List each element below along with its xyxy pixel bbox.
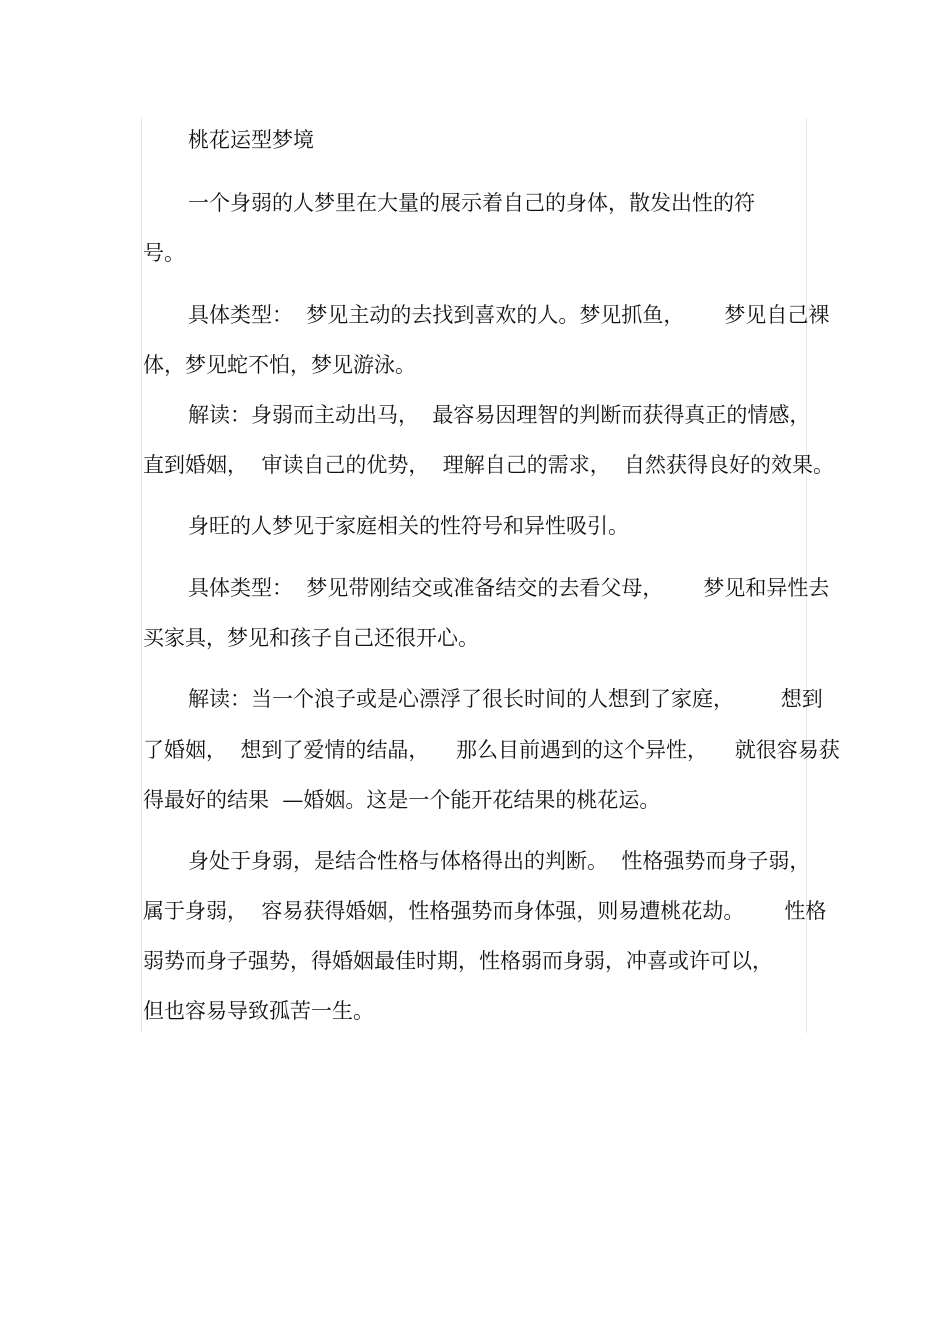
text-line-7: 身旺的人梦见于家庭相关的性符号和异性吸引。 bbox=[188, 514, 629, 538]
text-line-11: 了婚姻， 想到了爱情的结晶， 那么目前遇到的这个异性， 就很容易获 bbox=[143, 738, 840, 762]
text-line-9: 买家具，梦见和孩子自己还很开心。 bbox=[143, 626, 479, 650]
text-line-13: 身处于身弱，是结合性格与体格得出的判断。 性格强势而身子弱， bbox=[188, 849, 811, 873]
text-line-8: 具体类型： 梦见带刚结交或准备结交的去看父母， 梦见和异性去 bbox=[188, 576, 830, 600]
text-line-5: 解读：身弱而主动出马， 最容易因理智的判断而获得真正的情感， bbox=[188, 403, 811, 427]
document-title: 桃花运型梦境 bbox=[188, 128, 314, 152]
text-line-4: 体，梦见蛇不怕，梦见游泳。 bbox=[143, 353, 416, 377]
text-line-16: 但也容易导致孤苦一生。 bbox=[143, 999, 374, 1023]
text-line-15: 弱势而身子强势，得婚姻最佳时期，性格弱而身弱，冲喜或许可以， bbox=[143, 949, 773, 973]
text-line-2: 号。 bbox=[143, 241, 185, 265]
text-line-12: 得最好的结果 —婚姻。这是一个能开花结果的桃花运。 bbox=[143, 788, 661, 812]
text-line-3: 具体类型： 梦见主动的去找到喜欢的人。梦见抓鱼， 梦见自己裸 bbox=[188, 303, 830, 327]
text-line-10: 解读：当一个浪子或是心漂浮了很长时间的人想到了家庭， 想到 bbox=[188, 687, 823, 711]
text-line-14: 属于身弱， 容易获得婚姻，性格强势而身体强，则易遭桃花劫。 性格 bbox=[143, 899, 827, 923]
page-border-left bbox=[141, 118, 142, 1033]
text-line-1: 一个身弱的人梦里在大量的展示着自己的身体，散发出性的符 bbox=[188, 191, 755, 215]
text-line-6: 直到婚姻， 审读自己的优势， 理解自己的需求， 自然获得良好的效果。 bbox=[143, 453, 835, 477]
